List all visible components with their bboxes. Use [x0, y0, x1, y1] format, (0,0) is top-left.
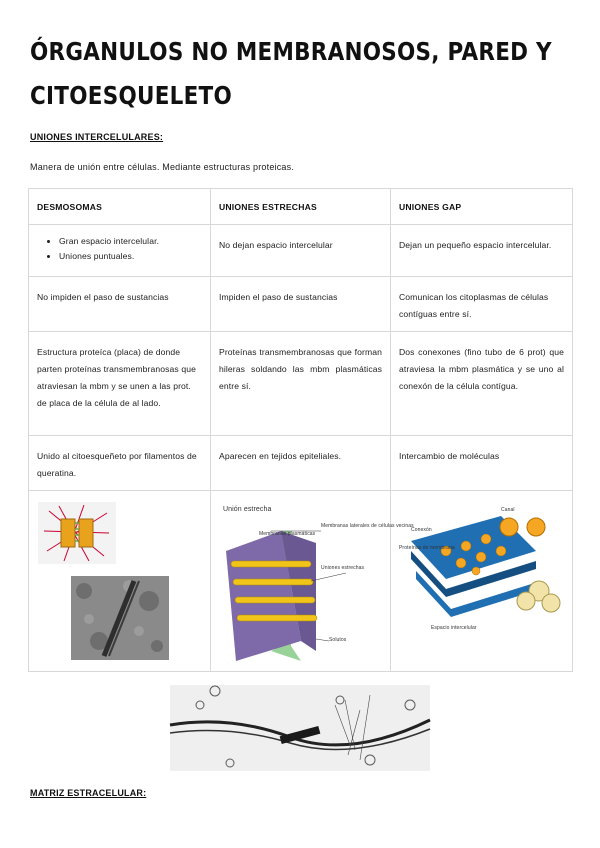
table-cell: Estructura proteíca (placa) de donde parten proteínas transmembranosas que atraviesan la mbm y se unen a las prot. de placa de la célula de al lado.	[29, 332, 211, 436]
table-row	[29, 332, 573, 436]
tight-label-plasmaticas: Membranas plasmáticas	[259, 531, 316, 537]
gap-junction-diagram	[391, 491, 573, 671]
tight-label-solutos: Solutos	[329, 637, 347, 643]
junctions-table	[28, 188, 573, 672]
tight-junction-diagram	[211, 491, 414, 671]
table-cell: Comunican los citoplasmas de células contíguas entre sí.	[391, 277, 573, 332]
desmosome-diagram	[29, 491, 209, 671]
tight-diagram-title: Unión estrecha	[223, 506, 272, 513]
table-row	[29, 225, 573, 277]
tight-junction-image-cell	[211, 491, 414, 672]
header-desmosomas: DESMOSOMAS	[29, 189, 211, 225]
table-row	[29, 277, 573, 332]
gap-label-espacio: Espacio intercelular	[431, 625, 477, 631]
table-cell: Aparecen en tejidos epiteliales.	[211, 436, 391, 491]
table-cell: Intercambio de moléculas	[391, 436, 573, 491]
gap-label-conexon: Conexón	[411, 527, 432, 533]
table-row	[29, 436, 573, 491]
section-heading-uniones: UNIONES INTERCELULARES:	[30, 132, 164, 142]
gap-junction-image-cell	[391, 491, 573, 672]
desmosome-image-cell	[29, 491, 211, 672]
micrograph-image	[170, 685, 430, 771]
tight-label-membranas: Membranas laterales de células vecinas	[321, 523, 414, 529]
header-uniones-estrechas: UNIONES ESTRECHAS	[211, 189, 391, 225]
list-item: • Gran espacio intercelular.	[59, 234, 202, 249]
gap-label-proteinas: Proteínas de membrana	[399, 545, 455, 551]
table-cell: Unido al citoesqueñeto por filamentos de queratina.	[29, 436, 211, 491]
table-cell: No impiden el paso de sustancias	[29, 277, 211, 332]
section-heading-matriz: MATRIZ ESTRACELULAR:	[30, 788, 147, 798]
gap-label-canal: Canal	[501, 507, 515, 513]
table-cell	[29, 225, 211, 277]
page-title: ÓRGANULOS NO MEMBRANOSOS, PARED Y CITOESQUELETO	[30, 37, 552, 110]
table-header-row	[29, 189, 573, 225]
table-cell: Dejan un pequeño espacio intercelular.	[391, 225, 573, 277]
table-cell: Dos conexones (fino tubo de 6 prot) que atraviesa la mbm plasmática y se uno al conexón de la célula contígua.	[391, 332, 573, 436]
table-cell: No dejan espacio intercelular	[211, 225, 391, 277]
table-row-images	[29, 491, 573, 672]
table-cell: Proteínas transmembranosas que forman hileras soldando las mbm plasmáticas entre sí.	[211, 332, 391, 436]
bullet-list	[37, 234, 202, 264]
table-cell: Impiden el paso de sustancias	[211, 277, 391, 332]
header-uniones-gap: UNIONES GAP	[391, 189, 573, 225]
tight-label-uniones: Uniones estrechas	[321, 565, 365, 571]
intro-text: Manera de unión entre células. Mediante estructuras proteicas.	[30, 162, 295, 172]
list-item: • Uniones puntuales.	[59, 249, 202, 264]
